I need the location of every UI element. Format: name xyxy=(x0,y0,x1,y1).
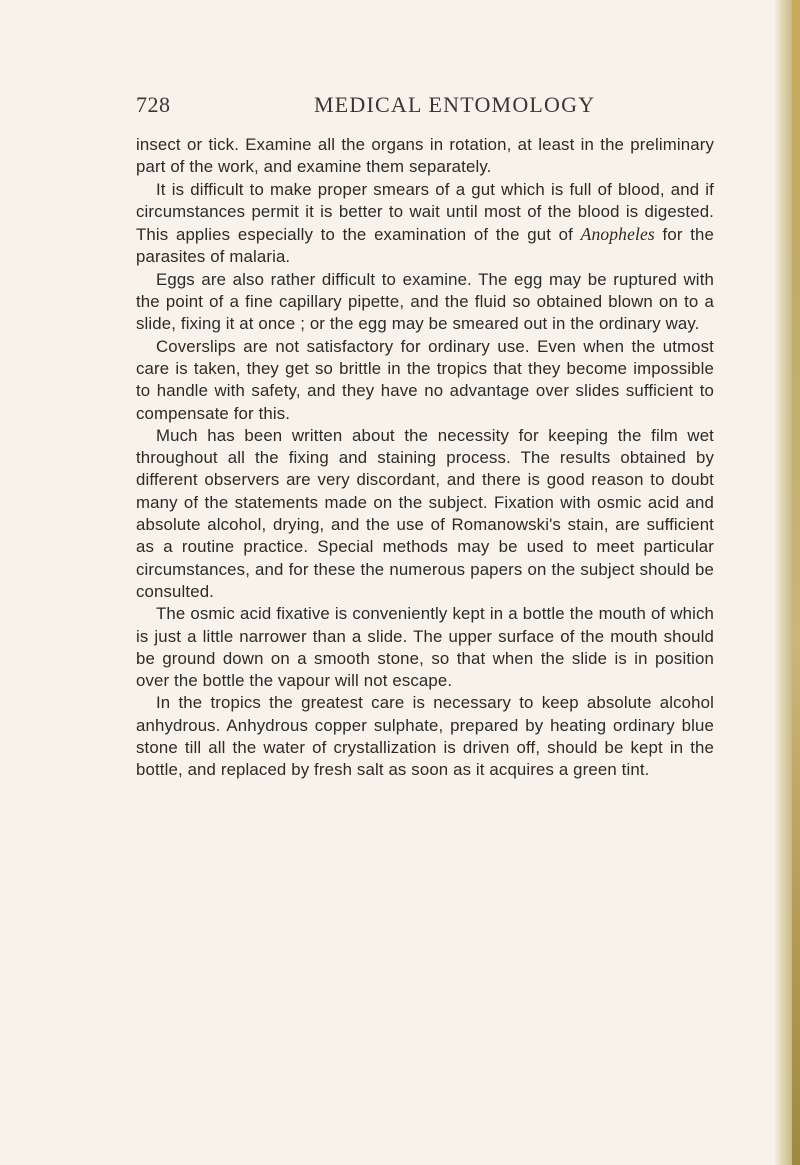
page-edge-stripe xyxy=(792,0,800,1165)
paragraph-4: Coverslips are not satisfactory for ordinary use. Even when the utmost care is taken, they get so brittle in the tropics that they become impossible to handle with safety, and they have no advantage over slides sufficient to compensate for this. xyxy=(136,336,714,423)
page-header xyxy=(136,92,736,122)
species-name-italic: Anopheles xyxy=(580,224,655,245)
paragraph-6: The osmic acid fixative is conveniently kept in a bottle the mouth of which is just a little narrower than a slide. The upper surface of the mouth should be ground down on a smooth stone, so that when the slide is in position over the bottle the vapour will not escape. xyxy=(136,604,714,691)
body-text xyxy=(136,134,714,782)
paragraph-2-text-after: for the parasites of malaria. xyxy=(136,225,714,267)
paragraph-1: insect or tick. Examine all the organs in rotation, at least in the preliminary part of the work, and examine them separately. xyxy=(136,135,714,177)
paragraph-5: Much has been written about the necessity for keeping the film wet throughout all the fixing and staining process. The results obtained by different observers are very discordant, and there is good reason to doubt many of the statements made on the subject. Fixation with osmic acid and absolute alcohol, drying, and the use of Romanowski's stain, are sufficient as a routine practice. Special methods may be used to meet particular circumstances, and for these the numerous papers on the subject should be consulted. xyxy=(136,425,714,601)
paragraph-2 xyxy=(136,179,714,269)
paragraph-3: Eggs are also rather difficult to examine. The egg may be ruptured with the point of a fine capillary pipette, and the fluid so obtained blown on to a slide, fixing it at once ; or the egg may be smeared out in the ordinary way. xyxy=(136,269,714,334)
running-title: MEDICAL ENTOMOLOGY xyxy=(314,92,596,117)
paragraph-7: In the tropics the greatest care is necessary to keep absolute alcohol anhydrous. Anhydrous copper sulphate, prepared by heating ordinary blue stone till all the water of crystallization is driven off, should be kept in the bottle, and replaced by fresh salt as soon as it acquires a green tint. xyxy=(136,693,714,780)
page-number: 728 xyxy=(136,92,171,117)
paragraph-2-text-before: It is difficult to make proper smears of a gut which is full of blood, and if circumstances permit it is better to wait until most of the blood is digested. This applies especially to the examination of the gut of xyxy=(136,179,714,245)
